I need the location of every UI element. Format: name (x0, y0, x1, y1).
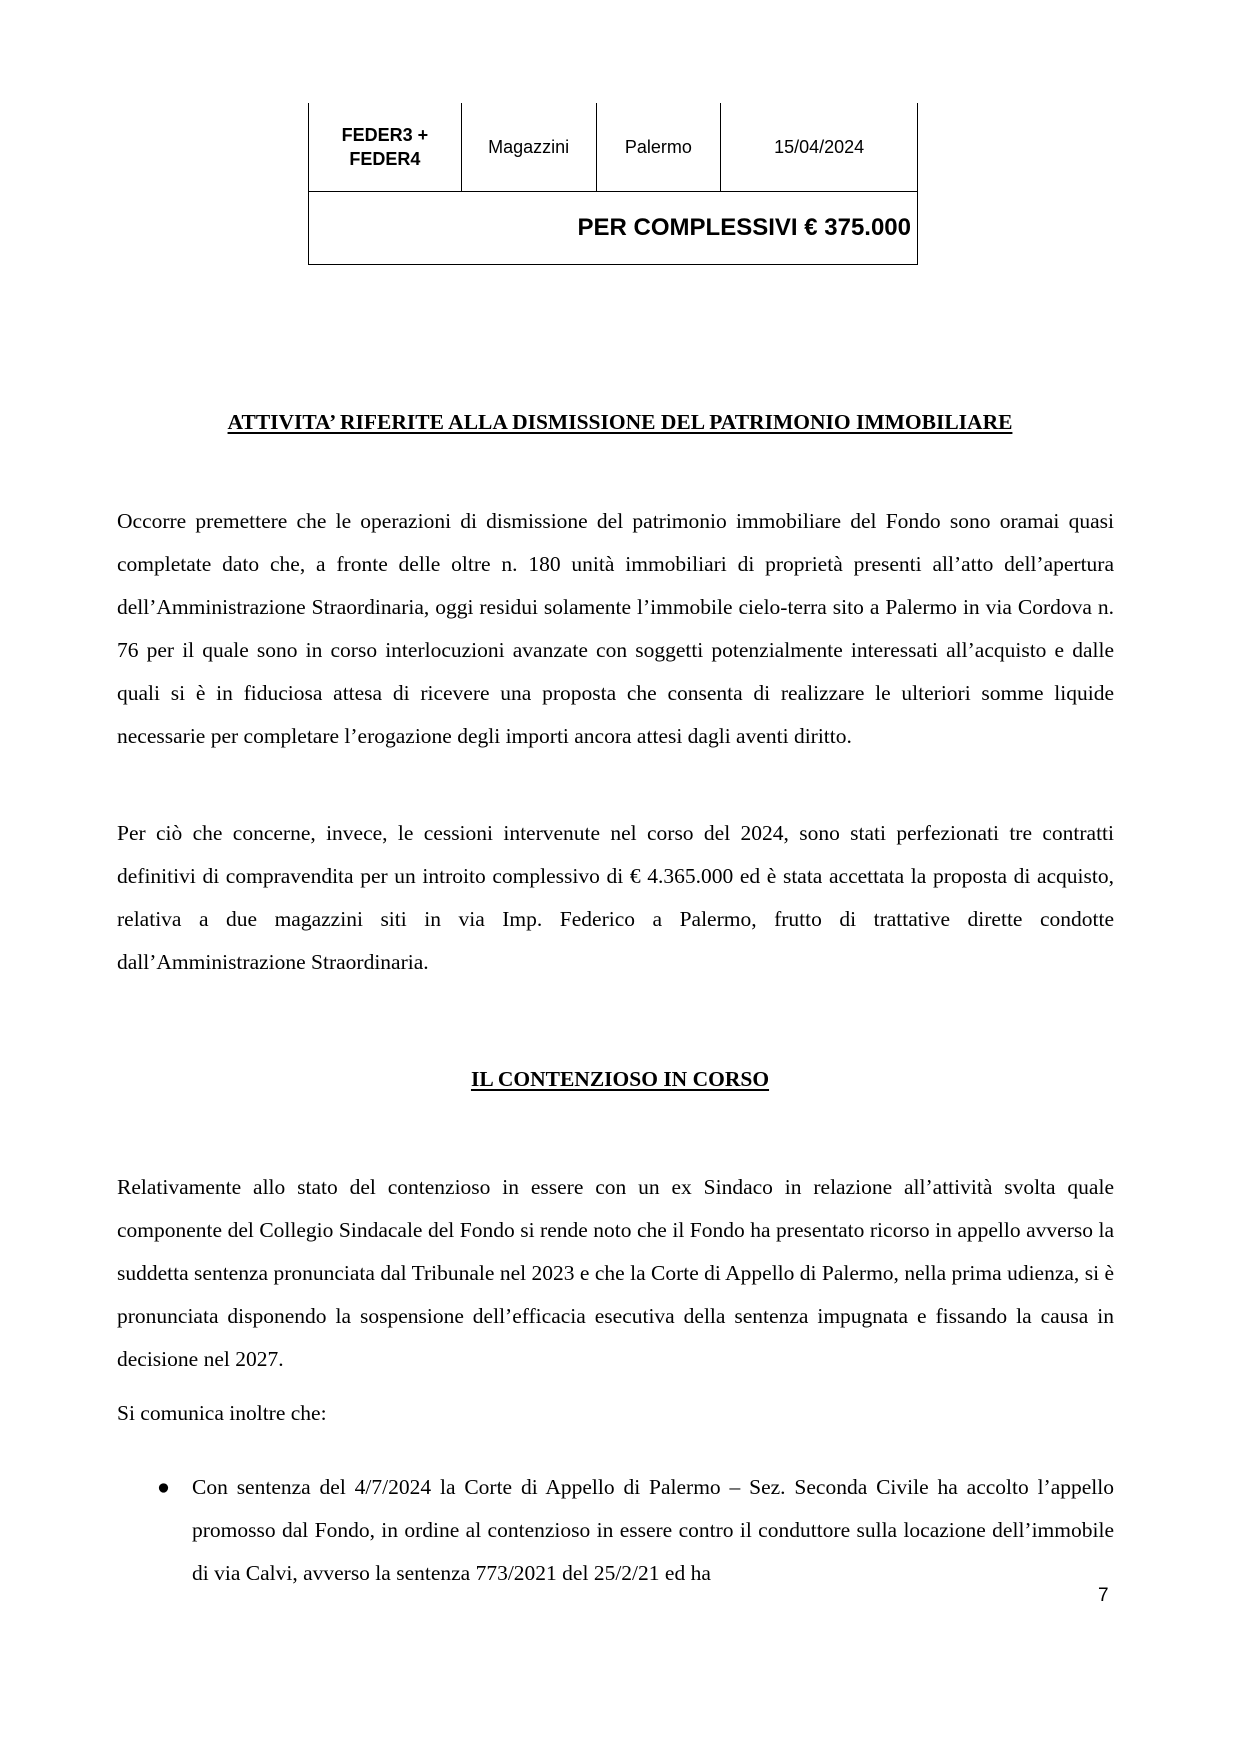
table-row (309, 103, 918, 192)
property-code-line1: FEDER3 + (341, 125, 429, 145)
table-total-row (309, 192, 918, 265)
paragraph-contenzioso-2: Si comunica inoltre che: (117, 1401, 327, 1425)
property-type-cell: Magazzini (461, 103, 596, 192)
property-code-cell (309, 103, 462, 192)
list-item (117, 1466, 1114, 1595)
properties-table (308, 103, 918, 265)
bullet-icon: ● (157, 1475, 170, 1499)
table-total: PER COMPLESSIVI € 375.000 (309, 192, 918, 265)
paragraph-contenzioso-1: Relativamente allo stato del contenzioso in essere con un ex Sindaco in relazione all’attività svolta quale componente del Collegio Sindacale del Fondo si rende noto che il Fondo ha presentato ricorso in appello avverso la suddetta sentenza pronunciata dal Tribunale nel 2023 e che la Corte di Appello di Palermo, nella prima udienza, si è pronunciata disponendo la sospensione dell’efficacia esecutiva della sentenza impugnata e fissando la causa in decisione nel 2027. (117, 1175, 1114, 1371)
page-number: 7 (1098, 1585, 1109, 1606)
paragraph-dismissione-2: Per ciò che concerne, invece, le cessioni intervenute nel corso del 2024, sono stati perfezionati tre contratti definitivi di compravendita per un introito complessivo di € 4.365.000 ed è stata accettata la proposta di acquisto, relativa a due magazzini siti in via Imp. Federico a Palermo, frutto di trattative dirette condotte dall’Amministrazione Straordinaria. (117, 821, 1114, 974)
property-city-cell: Palermo (596, 103, 721, 192)
property-code-line2: FEDER4 (349, 149, 421, 169)
list-item-text: Con sentenza del 4/7/2024 la Corte di Appello di Palermo – Sez. Seconda Civile ha accolto l’appello promosso dal Fondo, in ordine al contenzioso in essere contro il conduttore sulla locazione dell’immobile di via Calvi, avverso la sentenza 773/2021 del 25/2/21 ed ha (192, 1475, 1114, 1585)
section-title-contenzioso: IL CONTENZIOSO IN CORSO (470, 1067, 770, 1091)
section-title-dismissione: ATTIVITA’ RIFERITE ALLA DISMISSIONE DEL PATRIMONIO IMMOBILIARE (227, 410, 1013, 434)
paragraph-dismissione-1: Occorre premettere che le operazioni di dismissione del patrimonio immobiliare del Fondo sono oramai quasi completate dato che, a fronte delle oltre n. 180 unità immobiliari di proprietà presenti all’atto dell’apertura dell’Amministrazione Straordinaria, oggi residui solamente l’immobile cielo-terra sito a Palermo in via Cordova n. 76 per il quale sono in corso interlocuzioni avanzate con soggetti potenzialmente interessati all’acquisto e dalle quali si è in fiduciosa attesa di ricevere una proposta che consenta di realizzare le ulteriori somme liquide necessarie per completare l’erogazione degli importi ancora attesi dagli aventi diritto. (117, 509, 1114, 748)
property-date-cell: 15/04/2024 (721, 103, 918, 192)
